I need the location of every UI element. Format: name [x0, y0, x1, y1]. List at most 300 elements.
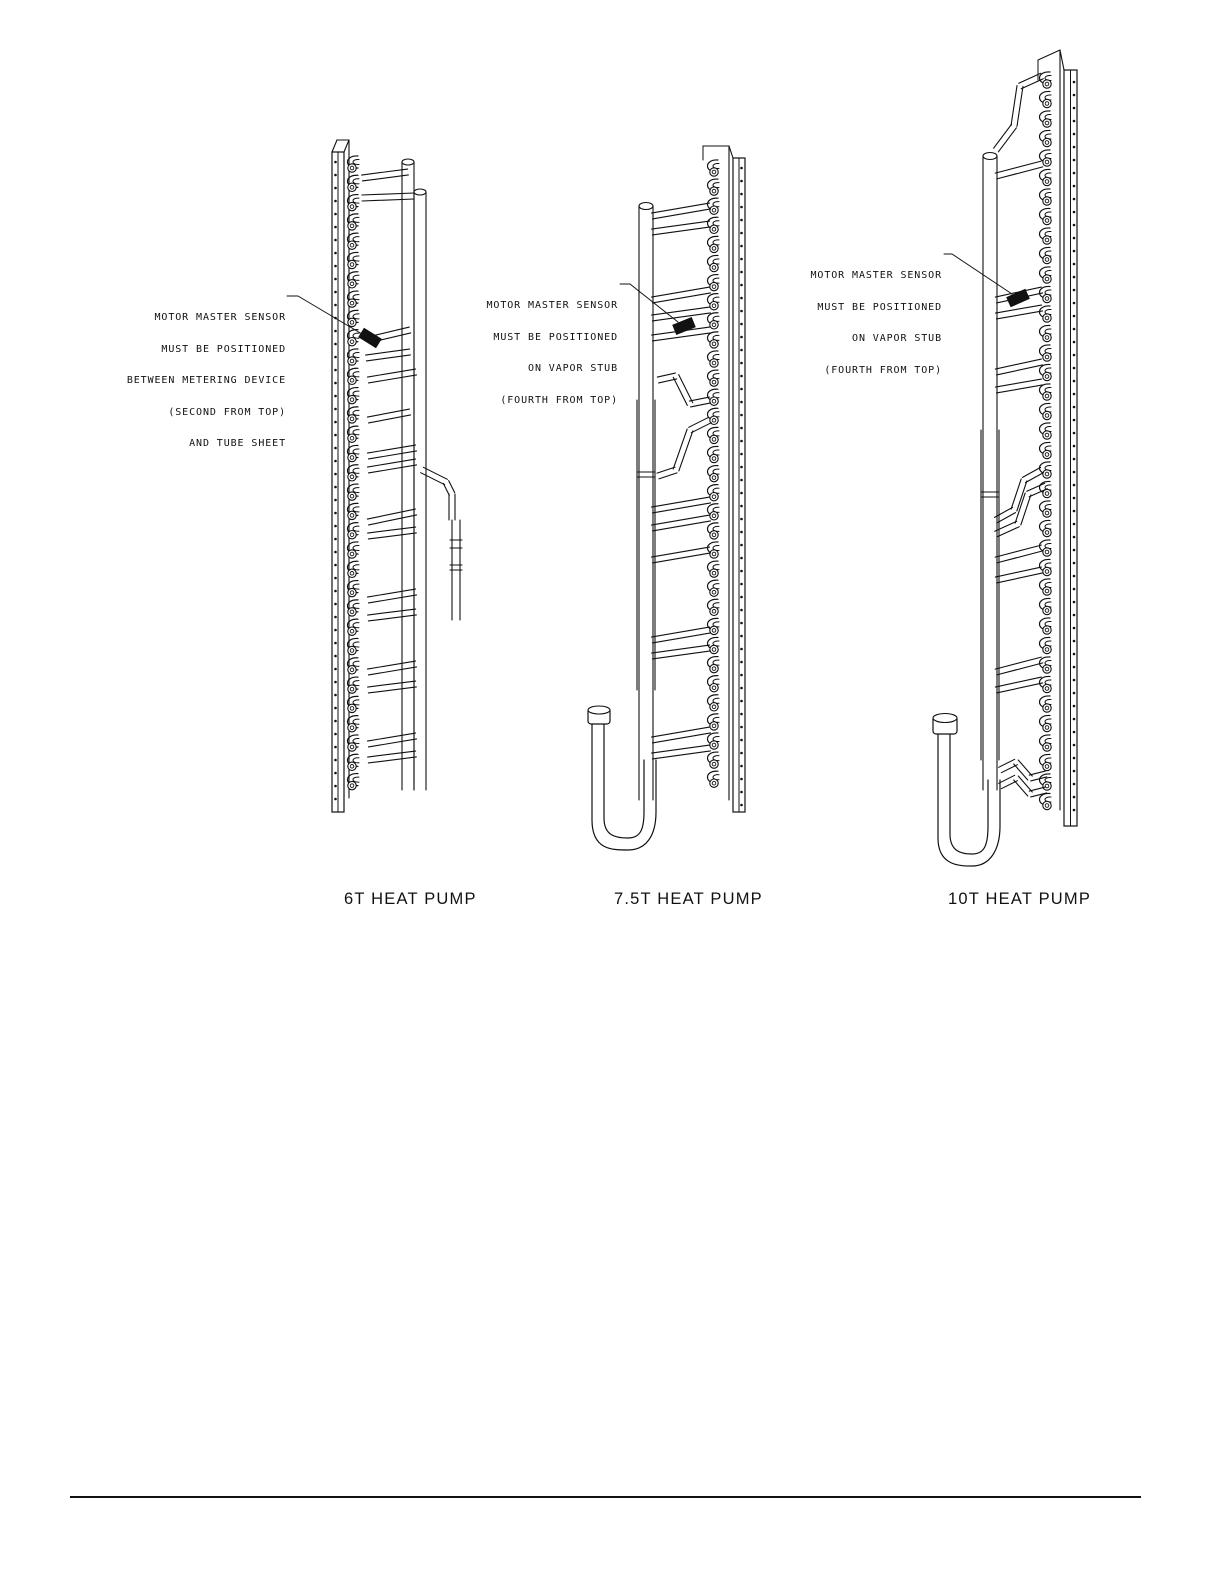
mounting-hole — [1073, 380, 1076, 383]
tube-stub — [1045, 726, 1049, 730]
mounting-hole — [334, 447, 337, 450]
tube-stub — [350, 321, 354, 325]
header-cap — [402, 159, 414, 165]
tube-stub — [1045, 550, 1049, 554]
mounting-hole — [740, 284, 743, 287]
tube-stub — [712, 743, 716, 747]
vapor-stub — [653, 733, 711, 743]
mounting-hole — [334, 161, 337, 164]
tube-stub — [712, 552, 716, 556]
metering-tube — [423, 467, 447, 479]
crossover-tube — [1017, 481, 1027, 511]
mounting-hole — [740, 609, 743, 612]
mounting-hole — [334, 174, 337, 177]
tube-stub — [1045, 121, 1049, 125]
mounting-hole — [740, 687, 743, 690]
mounting-hole — [334, 694, 337, 697]
tube-stub — [350, 610, 354, 614]
mounting-hole — [1073, 471, 1076, 474]
feeder-tube — [367, 509, 415, 519]
tube-stub — [712, 705, 716, 709]
mounting-hole — [1073, 185, 1076, 188]
mounting-hole — [740, 349, 743, 352]
motor-master-sensor — [359, 328, 381, 347]
tube-stub — [350, 629, 354, 633]
suction-j-bend — [950, 728, 988, 854]
crossover-tube — [1018, 760, 1032, 776]
crossover-tube — [1027, 483, 1045, 491]
mounting-hole — [1073, 640, 1076, 643]
mounting-hole — [334, 395, 337, 398]
mounting-hole — [740, 466, 743, 469]
tube-stub — [1045, 531, 1049, 535]
mounting-hole — [740, 700, 743, 703]
vapor-stub — [653, 521, 711, 531]
crossover-tube — [1017, 86, 1023, 126]
tube-stub — [1045, 375, 1049, 379]
mounting-hole — [1073, 81, 1076, 84]
mounting-hole — [334, 798, 337, 801]
mounting-hole — [740, 531, 743, 534]
crossover-tube — [1018, 776, 1032, 792]
feeder-tube — [368, 615, 416, 621]
mounting-hole — [740, 310, 743, 313]
crossover-tube — [657, 467, 675, 473]
mounting-hole — [1073, 679, 1076, 682]
mounting-hole — [1073, 666, 1076, 669]
mounting-hole — [740, 518, 743, 521]
mounting-hole — [334, 512, 337, 515]
mounting-hole — [1073, 289, 1076, 292]
feeder-tube — [369, 515, 417, 525]
mounting-hole — [740, 362, 743, 365]
vapor-stub — [995, 161, 1041, 173]
mounting-hole — [334, 681, 337, 684]
crossover-tube — [679, 431, 693, 471]
crossover-tube — [998, 128, 1016, 152]
mounting-hole — [1073, 549, 1076, 552]
vapor-stub — [995, 677, 1041, 687]
callout-line: MUST BE POSITIONED — [161, 343, 286, 355]
mounting-hole — [334, 382, 337, 385]
tube-stub — [712, 342, 716, 346]
tube-sheet-flange — [332, 140, 337, 152]
tube-sheet-flange — [344, 140, 349, 152]
coil-6t — [287, 140, 462, 812]
mounting-hole — [1073, 744, 1076, 747]
vapor-stub — [995, 545, 1041, 557]
mounting-hole — [1073, 354, 1076, 357]
vapor-stub — [995, 359, 1041, 369]
feeder-tube — [368, 751, 416, 757]
crossover-tube — [999, 759, 1015, 767]
mounting-hole — [1073, 484, 1076, 487]
mounting-hole — [1073, 783, 1076, 786]
mounting-hole — [1073, 458, 1076, 461]
vapor-stub — [651, 287, 709, 297]
mounting-hole — [334, 772, 337, 775]
feeder-tube — [368, 609, 416, 615]
mounting-hole — [334, 590, 337, 593]
crossover-tube — [1014, 764, 1028, 780]
tube-stub — [350, 765, 354, 769]
mounting-hole — [740, 206, 743, 209]
mounting-hole — [740, 167, 743, 170]
feeder-tube — [362, 193, 414, 195]
tube-stub — [1045, 219, 1049, 223]
mounting-hole — [1073, 146, 1076, 149]
tube-stub — [712, 724, 716, 728]
mounting-hole — [1073, 588, 1076, 591]
feeder-tube — [368, 527, 416, 533]
callout-line: (SECOND FROM TOP) — [168, 406, 286, 418]
tube-stub — [1045, 102, 1049, 106]
callout-10t — [786, 250, 942, 397]
vapor-stub — [651, 203, 709, 213]
feeder-tube — [362, 169, 408, 175]
mounting-hole — [1073, 432, 1076, 435]
mounting-hole — [1073, 406, 1076, 409]
mounting-hole — [740, 765, 743, 768]
vapor-stub — [651, 727, 709, 737]
tube-sheet-flange — [1060, 50, 1064, 70]
tube-stub — [712, 629, 716, 633]
mounting-hole — [740, 583, 743, 586]
vapor-stub — [997, 551, 1043, 563]
mounting-hole — [1073, 263, 1076, 266]
mounting-hole — [334, 720, 337, 723]
tube-stub — [1045, 414, 1049, 418]
tube-stub — [1045, 570, 1049, 574]
tube-stub — [1045, 745, 1049, 749]
vapor-stub — [997, 365, 1043, 375]
tube-stub — [1045, 472, 1049, 476]
header-cap — [983, 153, 997, 160]
callout-6t — [100, 292, 286, 471]
vapor-stub — [653, 293, 711, 303]
leader-line — [620, 284, 678, 322]
tube-stub — [350, 186, 354, 190]
tube-stub — [1045, 316, 1049, 320]
tube-stub — [1045, 628, 1049, 632]
crossover-tube — [1011, 86, 1017, 126]
mounting-hole — [334, 434, 337, 437]
suction-j-bend — [938, 728, 1000, 866]
mounting-hole — [1073, 276, 1076, 279]
mounting-hole — [740, 453, 743, 456]
mounting-hole — [1073, 770, 1076, 773]
mounting-hole — [1073, 510, 1076, 513]
mounting-hole — [1073, 601, 1076, 604]
mounting-hole — [334, 330, 337, 333]
mounting-hole — [740, 622, 743, 625]
mounting-hole — [740, 180, 743, 183]
tube-stub — [1045, 687, 1049, 691]
header-cap — [639, 203, 653, 210]
mounting-hole — [740, 427, 743, 430]
tube-stub — [350, 591, 354, 595]
mounting-hole — [740, 570, 743, 573]
tube-stub — [350, 359, 354, 363]
mounting-hole — [334, 252, 337, 255]
mounting-hole — [334, 239, 337, 242]
vapor-stub — [651, 547, 709, 557]
mounting-hole — [1073, 198, 1076, 201]
caption-6t: 6T HEAT PUMP — [344, 890, 477, 908]
mounting-hole — [740, 674, 743, 677]
tube-stub — [350, 745, 354, 749]
tube-stub — [1045, 258, 1049, 262]
mounting-hole — [1073, 224, 1076, 227]
tube-stub — [1045, 492, 1049, 496]
mounting-hole — [334, 577, 337, 580]
tube-stub — [350, 205, 354, 209]
feeder-tube — [366, 355, 410, 361]
tube-stub — [712, 438, 716, 442]
mounting-hole — [1073, 237, 1076, 240]
mounting-hole — [334, 733, 337, 736]
tube-stub — [350, 475, 354, 479]
tube-stub — [350, 784, 354, 788]
mounting-hole — [740, 739, 743, 742]
caption-7-5t: 7.5T HEAT PUMP — [614, 890, 763, 908]
tube-stub — [350, 398, 354, 402]
mounting-hole — [740, 232, 743, 235]
mounting-hole — [334, 187, 337, 190]
mounting-hole — [334, 343, 337, 346]
tube-stub — [712, 686, 716, 690]
mounting-hole — [1073, 523, 1076, 526]
mounting-hole — [1073, 796, 1076, 799]
mounting-hole — [1073, 107, 1076, 110]
tube-stub — [350, 282, 354, 286]
mounting-hole — [334, 603, 337, 606]
callout-line: ON VAPOR STUB — [852, 333, 942, 344]
mounting-hole — [740, 388, 743, 391]
mounting-hole — [334, 421, 337, 424]
tube-stub — [712, 533, 716, 537]
crossover-tube — [1031, 793, 1047, 797]
vapor-stub — [997, 663, 1043, 675]
crossover-tube — [679, 375, 693, 403]
tube-stub — [712, 762, 716, 766]
tube-stub — [712, 590, 716, 594]
caption-10t: 10T HEAT PUMP — [948, 890, 1092, 908]
mounting-hole — [1073, 562, 1076, 565]
mounting-hole — [334, 642, 337, 645]
tube-stub — [712, 571, 716, 575]
tube-stub — [350, 417, 354, 421]
tube-stub — [1045, 804, 1049, 808]
footer-rule — [70, 1496, 1141, 1498]
mounting-hole — [1073, 211, 1076, 214]
crossover-tube — [1011, 479, 1021, 509]
tube-stub — [1045, 609, 1049, 613]
tube-stub — [712, 648, 716, 652]
mounting-hole — [334, 538, 337, 541]
crossover-tube — [1015, 493, 1025, 523]
tube-stub — [712, 228, 716, 232]
tube-stub — [350, 707, 354, 711]
feeder-tube — [366, 349, 410, 355]
mounting-hole — [1073, 653, 1076, 656]
mounting-hole — [334, 408, 337, 411]
mounting-hole — [1073, 809, 1076, 812]
mounting-hole — [740, 596, 743, 599]
tube-stub — [1045, 589, 1049, 593]
callout-line: BETWEEN METERING DEVICE — [126, 375, 286, 386]
crossover-tube — [691, 403, 711, 407]
suction-j-bend — [604, 720, 644, 838]
crossover-tube — [1031, 777, 1047, 781]
tube-stub — [350, 668, 354, 672]
mounting-hole — [740, 219, 743, 222]
mounting-hole — [334, 226, 337, 229]
tube-stub — [350, 224, 354, 228]
tube-sheet-flange — [1038, 50, 1060, 60]
feeder-tube — [368, 533, 416, 539]
tube-stub — [712, 285, 716, 289]
mounting-hole — [1073, 120, 1076, 123]
crossover-tube — [657, 373, 675, 377]
mounting-hole — [334, 356, 337, 359]
callout-7-5t — [462, 280, 618, 427]
mounting-hole — [334, 369, 337, 372]
mounting-hole — [1073, 692, 1076, 695]
mounting-hole — [740, 479, 743, 482]
vapor-stub — [653, 553, 711, 563]
tube-stub — [350, 572, 354, 576]
mounting-hole — [334, 564, 337, 567]
vapor-stub — [651, 497, 709, 507]
mounting-hole — [1073, 705, 1076, 708]
tube-stub — [350, 649, 354, 653]
vapor-stub — [995, 657, 1041, 669]
tube-stub — [350, 533, 354, 537]
mounting-hole — [334, 278, 337, 281]
mounting-hole — [740, 336, 743, 339]
mounting-hole — [1073, 575, 1076, 578]
tube-stub — [1045, 765, 1049, 769]
mounting-hole — [1073, 445, 1076, 448]
crossover-tube — [673, 377, 687, 405]
suction-fitting — [933, 714, 957, 723]
mounting-hole — [740, 245, 743, 248]
tube-stub — [1045, 453, 1049, 457]
tube-stub — [1045, 160, 1049, 164]
mounting-hole — [334, 525, 337, 528]
feeder-tube — [368, 687, 416, 693]
tube-stub — [350, 436, 354, 440]
mounting-hole — [740, 297, 743, 300]
tube-stub — [712, 495, 716, 499]
tube-stub — [712, 781, 716, 785]
tube-stub — [350, 726, 354, 730]
mounting-hole — [740, 778, 743, 781]
leader-line — [944, 254, 1012, 294]
mounting-hole — [740, 726, 743, 729]
mounting-hole — [740, 713, 743, 716]
mounting-hole — [334, 551, 337, 554]
tube-stub — [350, 340, 354, 344]
feeder-tube — [368, 681, 416, 687]
tube-stub — [1045, 82, 1049, 86]
mounting-hole — [334, 616, 337, 619]
mounting-hole — [740, 414, 743, 417]
vapor-stub — [997, 683, 1043, 693]
crossover-tube — [1029, 787, 1045, 791]
mounting-hole — [334, 629, 337, 632]
tube-stub — [712, 208, 716, 212]
mounting-hole — [1073, 328, 1076, 331]
mounting-hole — [334, 200, 337, 203]
mounting-hole — [1073, 341, 1076, 344]
vapor-stub — [651, 627, 709, 637]
mounting-hole — [1073, 731, 1076, 734]
coil-7-5t — [588, 146, 745, 850]
tube-stub — [712, 361, 716, 365]
callout-line: MUST BE POSITIONED — [493, 331, 618, 343]
mounting-hole — [1073, 315, 1076, 318]
mounting-hole — [740, 375, 743, 378]
mounting-hole — [1073, 627, 1076, 630]
suction-j-bend — [592, 720, 656, 850]
tube-stub — [1045, 511, 1049, 515]
mounting-hole — [1073, 536, 1076, 539]
tube-stub — [712, 476, 716, 480]
crossover-tube — [659, 473, 677, 479]
tube-stub — [1045, 394, 1049, 398]
tube-stub — [712, 380, 716, 384]
tube-stub — [350, 243, 354, 247]
tube-stub — [350, 456, 354, 460]
mounting-hole — [334, 759, 337, 762]
mounting-hole — [740, 661, 743, 664]
vapor-stub — [651, 515, 709, 525]
callout-line: AND TUBE SHEET — [189, 438, 286, 449]
vapor-stub — [653, 209, 711, 219]
suction-fitting — [588, 706, 610, 714]
mounting-hole — [740, 505, 743, 508]
tube-stub — [1045, 648, 1049, 652]
mounting-hole — [334, 265, 337, 268]
tube-stub — [712, 514, 716, 518]
vapor-stub — [653, 633, 711, 643]
callout-line: MUST BE POSITIONED — [817, 301, 942, 313]
tube-stub — [712, 399, 716, 403]
mounting-hole — [1073, 718, 1076, 721]
crossover-tube — [1021, 495, 1031, 525]
tube-stub — [712, 457, 716, 461]
tube-stub — [350, 166, 354, 170]
mounting-hole — [1073, 250, 1076, 253]
callout-line: MOTOR MASTER SENSOR — [486, 300, 618, 311]
mounting-hole — [740, 635, 743, 638]
tube-stub — [350, 263, 354, 267]
callout-line: (FOURTH FROM TOP) — [500, 394, 618, 406]
metering-tube — [449, 481, 455, 493]
tube-stub — [350, 687, 354, 691]
mounting-hole — [334, 291, 337, 294]
tube-stub — [1045, 141, 1049, 145]
tube-stub — [1045, 297, 1049, 301]
mounting-hole — [334, 213, 337, 216]
metering-tube — [421, 473, 445, 485]
tube-stub — [350, 514, 354, 518]
mounting-hole — [740, 791, 743, 794]
mounting-hole — [740, 492, 743, 495]
callout-line: MOTOR MASTER SENSOR — [154, 312, 286, 323]
